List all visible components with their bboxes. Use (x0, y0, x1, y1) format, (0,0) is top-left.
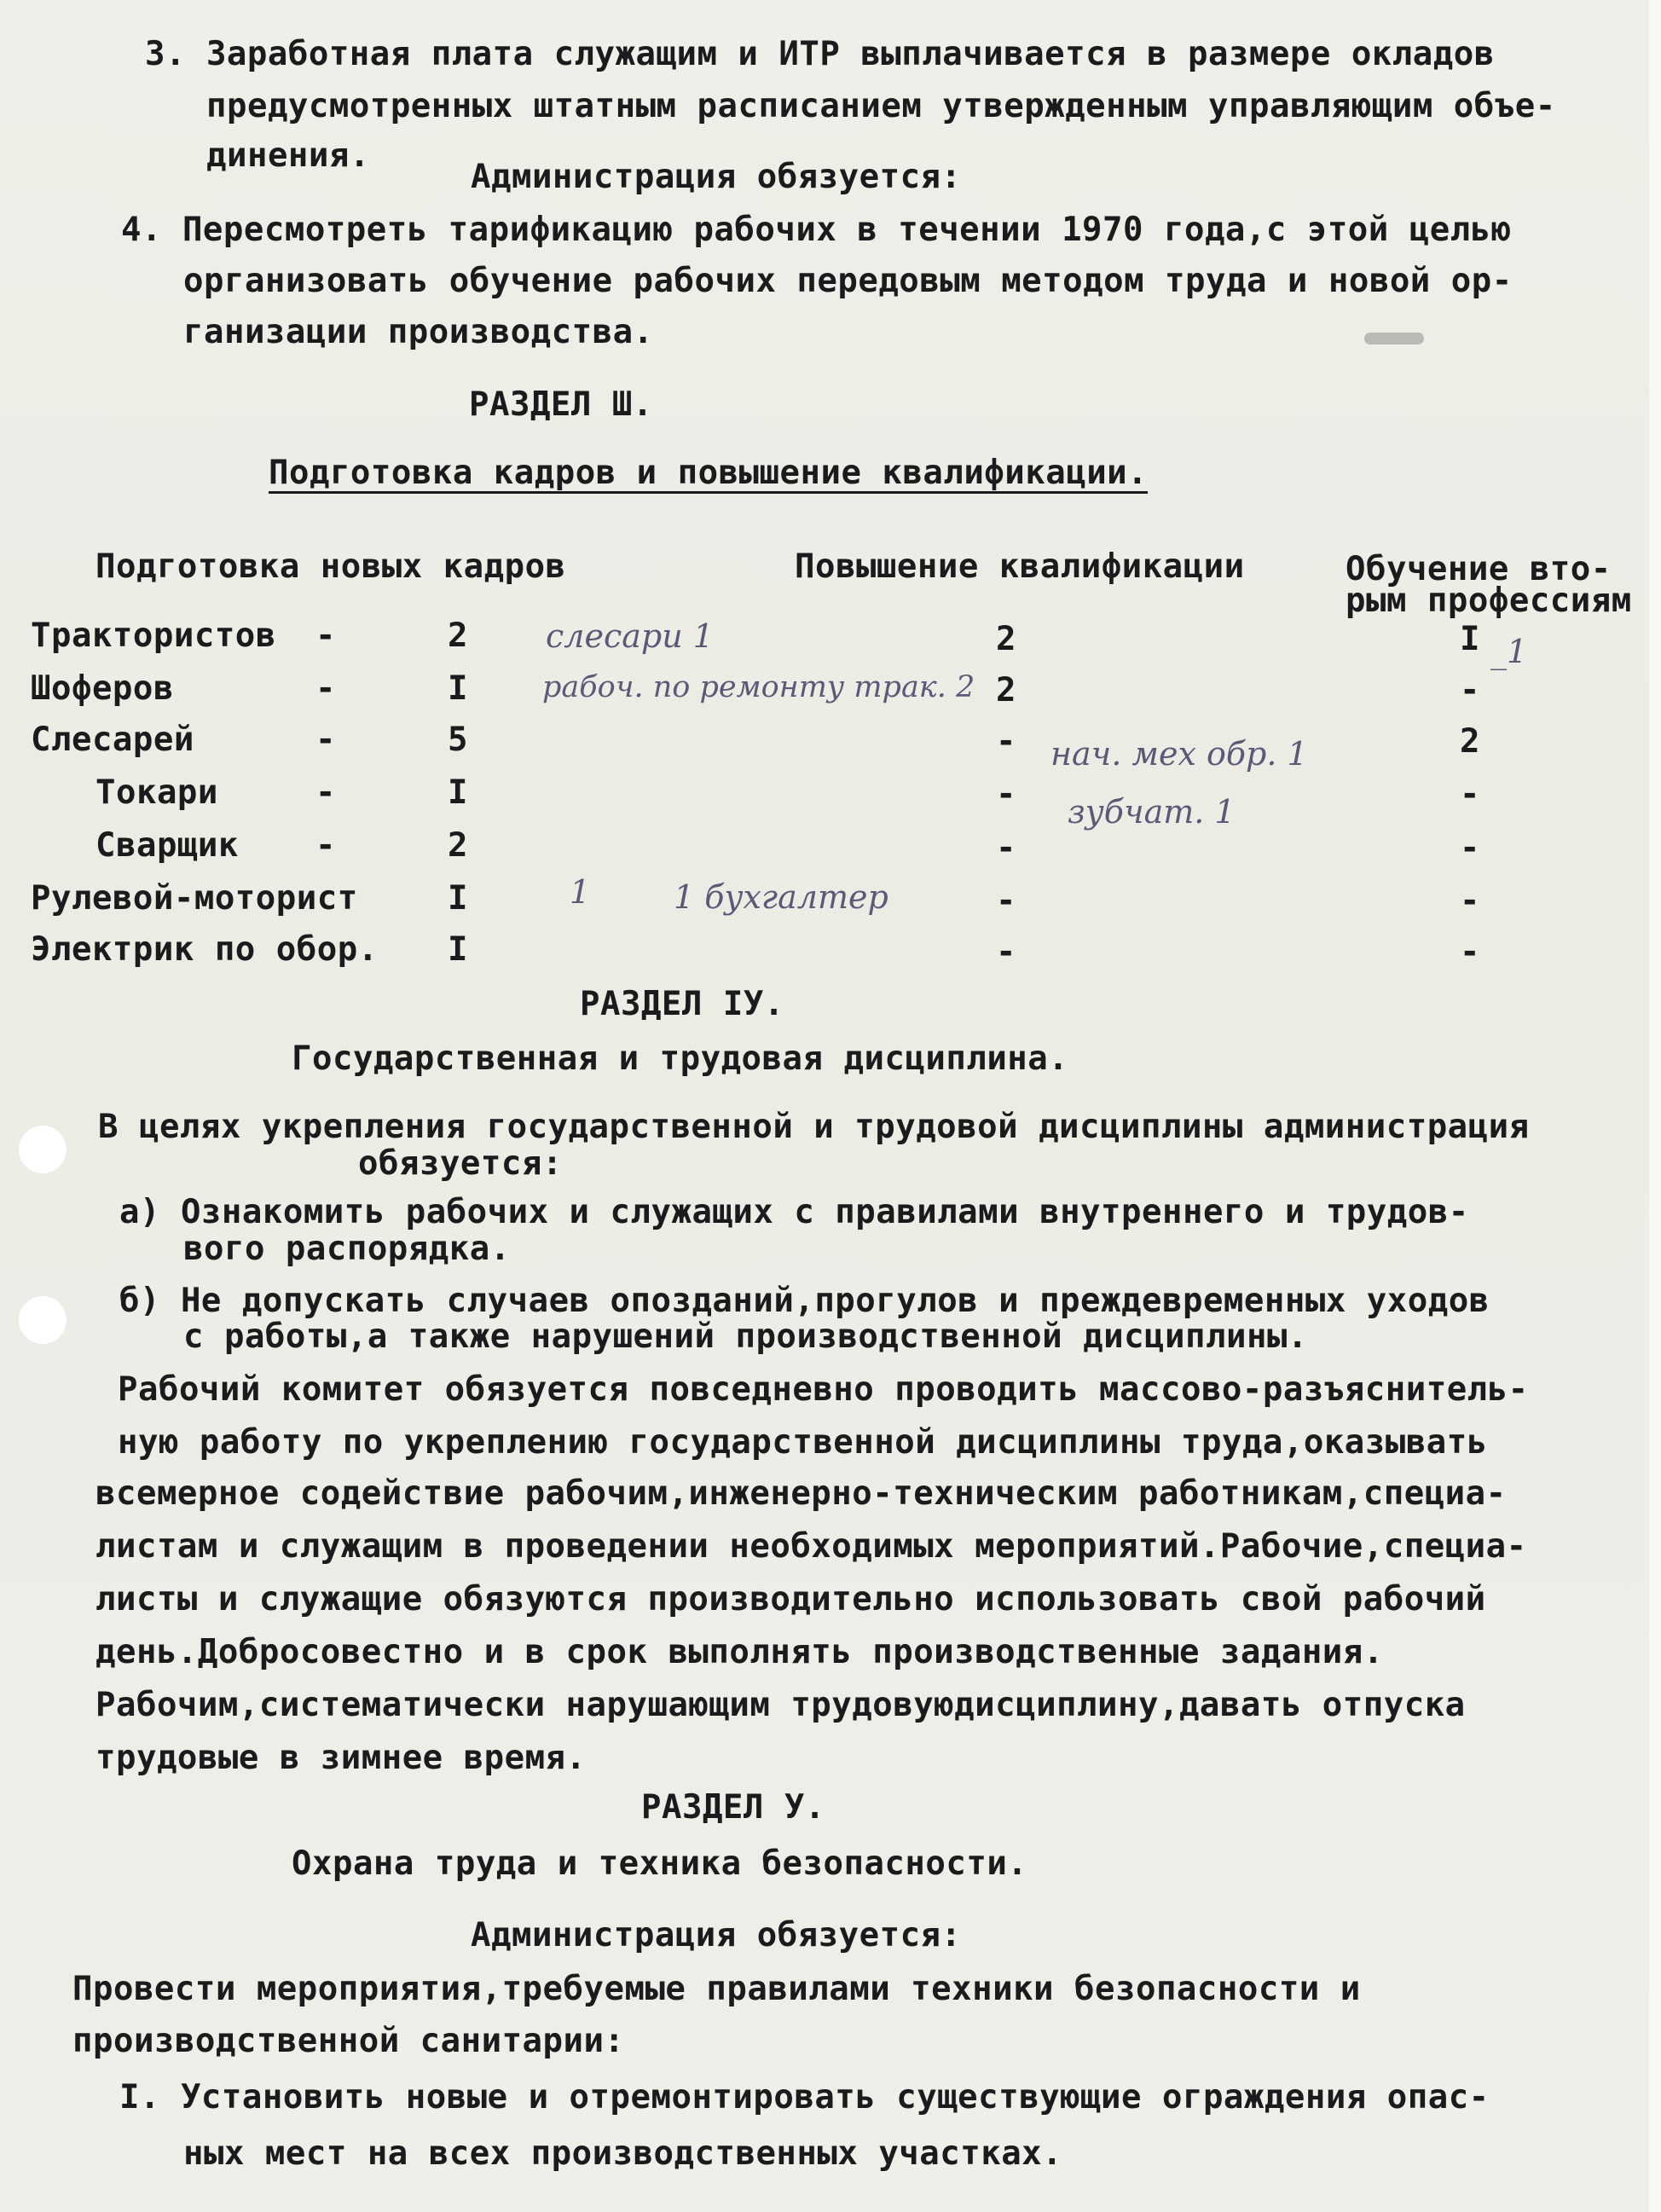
text-line: Администрация обязуется: (471, 1916, 962, 1954)
row-dash: - (315, 617, 336, 655)
row-name: Слесарей (31, 721, 194, 759)
row-name: Токари (95, 773, 218, 812)
table-header: Обучение вто- (1346, 550, 1612, 588)
row-dash: - (315, 721, 336, 759)
row-qual: - (996, 829, 1016, 867)
row-qual: - (996, 775, 1016, 814)
text-line: Администрация обязуется: (471, 158, 962, 196)
handwritten-note: 1 бухгалтер (674, 878, 888, 916)
section-title: РАЗДЕЛ У. (641, 1788, 825, 1827)
punch-hole (19, 1296, 67, 1344)
text-line: Провести мероприятия,требуемые правилами техники безопасности и (72, 1970, 1361, 2008)
text-line: организовать обучение рабочих передовым методом труда и новой ор- (183, 262, 1513, 300)
row-new: I (448, 669, 468, 708)
section-subtitle: Подготовка кадров и повышение квалификации. (269, 454, 1149, 492)
text-line: ных мест на всех производственных участках. (183, 2134, 1063, 2173)
text-line: трудовые в зимнее время. (95, 1739, 587, 1777)
handwritten-note: _1 (1490, 633, 1528, 670)
text-line: производственной санитарии: (72, 2022, 625, 2060)
row-name: Сварщик (95, 826, 239, 865)
text-line: ганизации производства. (183, 313, 654, 351)
row-dash: - (315, 669, 336, 708)
row-new: 2 (448, 617, 468, 655)
text-line: 3. Заработная плата служащим и ИТР выплачивается в размере окладов (145, 35, 1495, 73)
text-line: с работы,а также нарушений производственной дисциплины. (183, 1317, 1308, 1356)
text-line: всемерное содействие рабочим,инженерно-техническим работникам,специа- (95, 1474, 1507, 1513)
row-qual: 2 (996, 620, 1016, 658)
text-line: а) Ознакомить рабочих и служащих с правилами внутреннего и трудов- (119, 1193, 1469, 1231)
ink-smudge (1364, 333, 1424, 345)
row-second: - (1460, 671, 1480, 709)
handwritten-note: слесари 1 (546, 617, 714, 655)
text-line: Рабочим,систематически нарушающим трудовуюдисциплину,давать отпуска (95, 1686, 1466, 1724)
text-line: 4. Пересмотреть тарификацию рабочих в течении 1970 года,с этой целью (121, 211, 1512, 249)
text-line: предусмотренных штатным расписанием утвержденным управляющим объе- (206, 87, 1556, 125)
row-name: Трактористов (31, 617, 276, 655)
row-qual: - (996, 722, 1016, 761)
row-qual: - (996, 882, 1016, 920)
text-line: В целях укрепления государственной и трудовой дисциплины администрация (98, 1108, 1530, 1146)
row-second: - (1460, 933, 1480, 971)
section-subtitle: Охрана труда и техника безопасности. (292, 1844, 1028, 1883)
table-header: Подготовка новых кадров (95, 547, 566, 586)
row-dash: - (315, 773, 336, 812)
punch-hole (19, 1126, 67, 1173)
row-qual: - (996, 933, 1016, 971)
row-name: Рулевой-моторист (31, 879, 358, 918)
text-line: обязуется: (358, 1144, 563, 1183)
handwritten-note: нач. мех обр. 1 (1050, 735, 1308, 773)
handwritten-note: зубчат. 1 (1068, 793, 1236, 831)
text-line: вого распорядка. (183, 1230, 511, 1268)
section-title: РАЗДЕЛ IУ. (580, 985, 784, 1023)
text-line: листам и служащим в проведении необходимых мероприятий.Рабочие,специа- (95, 1527, 1527, 1566)
section-title: РАЗДЕЛ Ш. (469, 385, 653, 424)
row-name: Шоферов (31, 669, 174, 708)
text-line: день.Добросовестно и в срок выполнять производственные задания. (95, 1633, 1384, 1671)
handwritten-note: рабоч. по ремонту трак. 2 (542, 670, 975, 704)
row-second: - (1460, 829, 1480, 867)
paper-edge (1649, 0, 1661, 2212)
row-second: 2 (1460, 722, 1480, 761)
row-new: I (448, 930, 468, 969)
table-header: рым профессиям (1346, 582, 1632, 620)
text-line: ную работу по укреплению государственной дисциплины труда,оказывать (118, 1423, 1488, 1462)
row-second: - (1460, 775, 1480, 814)
row-dash: - (315, 826, 336, 865)
table-header: Повышение квалификации (795, 547, 1245, 586)
text-line: динения. (206, 136, 370, 175)
text-line: б) Не допускать случаев опозданий,прогулов и преждевременных уходов (119, 1282, 1490, 1320)
row-qual: 2 (996, 671, 1016, 709)
text-line: I. Установить новые и отремонтировать существующие ограждения опас- (119, 2078, 1490, 2116)
text-line: листы и служащие обязуются производительно использовать свой рабочий (95, 1580, 1486, 1618)
row-second: I (1460, 620, 1480, 658)
row-new: I (448, 773, 468, 812)
row-new: 2 (448, 826, 468, 865)
section-subtitle: Государственная и трудовая дисциплина. (292, 1039, 1069, 1078)
handwritten-note: 1 (570, 873, 591, 911)
text-line: Рабочий комитет обязуется повседневно проводить массово-разъяснитель- (118, 1370, 1529, 1409)
row-new: 5 (448, 721, 468, 759)
row-second: - (1460, 882, 1480, 920)
row-name: Электрик по обор. (31, 930, 379, 969)
row-new: I (448, 879, 468, 918)
